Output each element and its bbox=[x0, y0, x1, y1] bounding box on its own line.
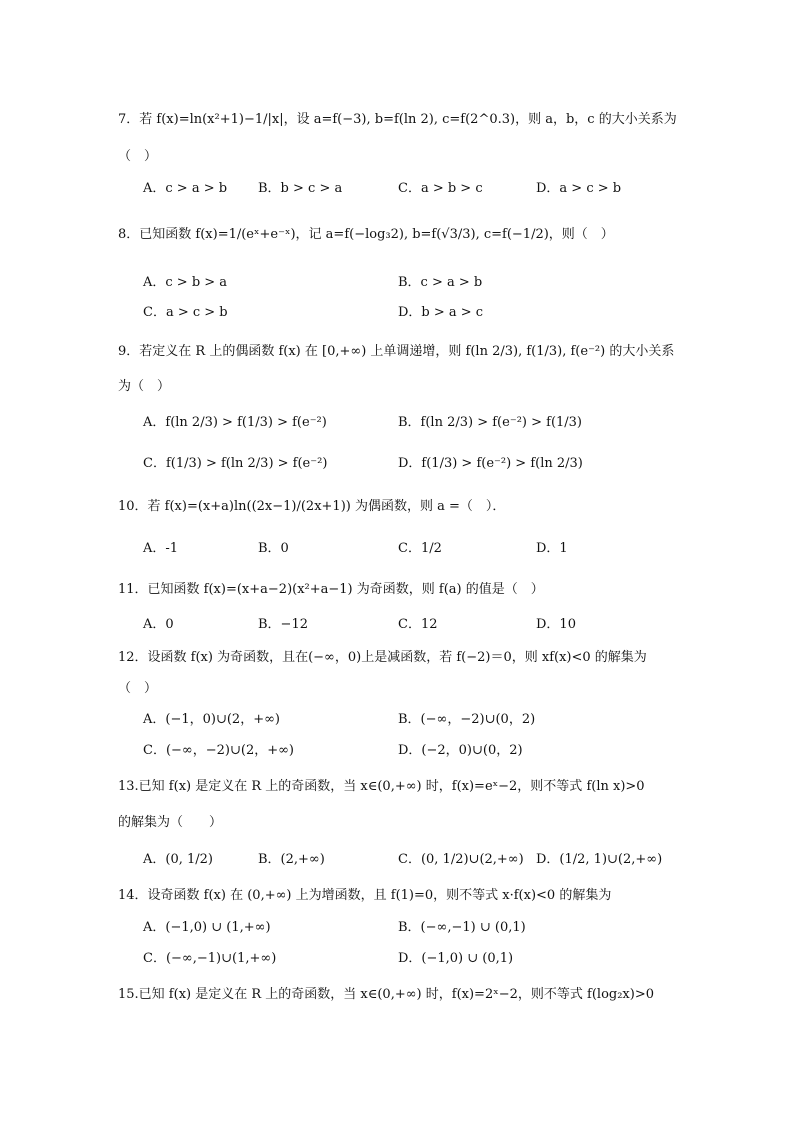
q8-stem: 8．已知函数 f(x)=1/(eˣ+e⁻ˣ)，记 a=f(−log₃2), b=f(√3/3), c=f(−1/2)，则（ ） bbox=[118, 227, 614, 242]
q8-option-c[interactable]: C．a > c > b bbox=[143, 305, 228, 320]
q11-option-c[interactable]: C．12 bbox=[398, 617, 438, 632]
q11-option-d[interactable]: D．10 bbox=[536, 617, 576, 632]
q10-option-b[interactable]: B．0 bbox=[258, 541, 289, 556]
q12-option-d[interactable]: D．(−2，0)∪(0，2) bbox=[398, 743, 523, 758]
q13-option-c[interactable]: C．(0, 1/2)∪(2,+∞) bbox=[398, 852, 524, 867]
q10-stem: 10．若 f(x)=(x+a)ln((2x−1)/(2x+1)) 为偶函数，则 a =（ ）． bbox=[118, 499, 506, 514]
q12-stem: 12．设函数 f(x) 为奇函数，且在(−∞，0)上是减函数，若 f(−2)＝0，则 xf(x)<0 的解集为 bbox=[118, 650, 647, 665]
q9-option-b[interactable]: B．f(ln 2/3) > f(e⁻²) > f(1/3) bbox=[398, 415, 583, 430]
q9-stem-cont: 为（ ） bbox=[118, 379, 171, 394]
q12-option-a[interactable]: A．(−1，0)∪(2，+∞) bbox=[143, 712, 280, 727]
q12-paren: （ ） bbox=[118, 681, 158, 696]
q13-stem: 13.已知 f(x) 是定义在 R 上的奇函数，当 x∈(0,+∞) 时，f(x)=eˣ−2，则不等式 f(ln x)>0 bbox=[118, 779, 645, 794]
q9-option-c[interactable]: C．f(1/3) > f(ln 2/3) > f(e⁻²) bbox=[143, 456, 328, 471]
q10-option-d[interactable]: D．1 bbox=[536, 541, 568, 556]
q14-option-d[interactable]: D．(−1,0) ∪ (0,1) bbox=[398, 951, 514, 966]
q8-option-d[interactable]: D．b > a > c bbox=[398, 305, 484, 320]
q12-option-c[interactable]: C．(−∞，−2)∪(2，+∞) bbox=[143, 743, 295, 758]
q11-option-b[interactable]: B．−12 bbox=[258, 617, 308, 632]
q7-paren: （ ） bbox=[118, 149, 158, 164]
q13-stem-cont: 的解集为（ ） bbox=[118, 815, 223, 830]
q13-option-b[interactable]: B．(2,+∞) bbox=[258, 852, 325, 867]
q11-stem: 11．已知函数 f(x)=(x+a−2)(x²+a−1) 为奇函数，则 f(a) 的值是（ ） bbox=[118, 582, 544, 597]
q7-option-b[interactable]: B．b > c > a bbox=[258, 181, 343, 196]
q9-option-d[interactable]: D．f(1/3) > f(e⁻²) > f(ln 2/3) bbox=[398, 456, 583, 471]
q8-option-b[interactable]: B．c > a > b bbox=[398, 275, 483, 290]
q13-option-d[interactable]: D．(1/2, 1)∪(2,+∞) bbox=[536, 852, 663, 867]
q14-stem: 14．设奇函数 f(x) 在 (0,+∞) 上为增函数，且 f(1)=0，则不等式 x·f(x)<0 的解集为 bbox=[118, 888, 612, 903]
q7-option-a[interactable]: A．c > a > b bbox=[143, 181, 228, 196]
q11-option-a[interactable]: A．0 bbox=[143, 617, 174, 632]
q15-stem: 15.已知 f(x) 是定义在 R 上的奇函数，当 x∈(0,+∞) 时，f(x)=2ˣ−2，则不等式 f(log₂x)>0 bbox=[118, 987, 654, 1002]
q14-option-c[interactable]: C．(−∞,−1)∪(1,+∞) bbox=[143, 951, 277, 966]
q10-option-a[interactable]: A．-1 bbox=[143, 541, 179, 556]
q14-option-a[interactable]: A．(−1,0) ∪ (1,+∞) bbox=[143, 920, 271, 935]
q9-stem: 9．若定义在 R 上的偶函数 f(x) 在 [0,+∞) 上单调递增，则 f(ln 2/3), f(1/3), f(e⁻²) 的大小关系 bbox=[118, 344, 675, 359]
q10-option-c[interactable]: C．1/2 bbox=[398, 541, 442, 556]
q14-option-b[interactable]: B．(−∞,−1) ∪ (0,1) bbox=[398, 920, 526, 935]
q7-option-c[interactable]: C．a > b > c bbox=[398, 181, 483, 196]
q9-option-a[interactable]: A．f(ln 2/3) > f(1/3) > f(e⁻²) bbox=[143, 415, 327, 430]
q13-option-a[interactable]: A．(0, 1/2) bbox=[143, 852, 213, 867]
q12-option-b[interactable]: B．(−∞，−2)∪(0，2) bbox=[398, 712, 536, 727]
q7-stem: 7．若 f(x)=ln(x²+1)−1/|x|，设 a=f(−3), b=f(ln 2), c=f(2^0.3)，则 a，b，c 的大小关系为 bbox=[118, 112, 677, 127]
q8-option-a[interactable]: A．c > b > a bbox=[143, 275, 228, 290]
q7-option-d[interactable]: D．a > c > b bbox=[536, 181, 622, 196]
